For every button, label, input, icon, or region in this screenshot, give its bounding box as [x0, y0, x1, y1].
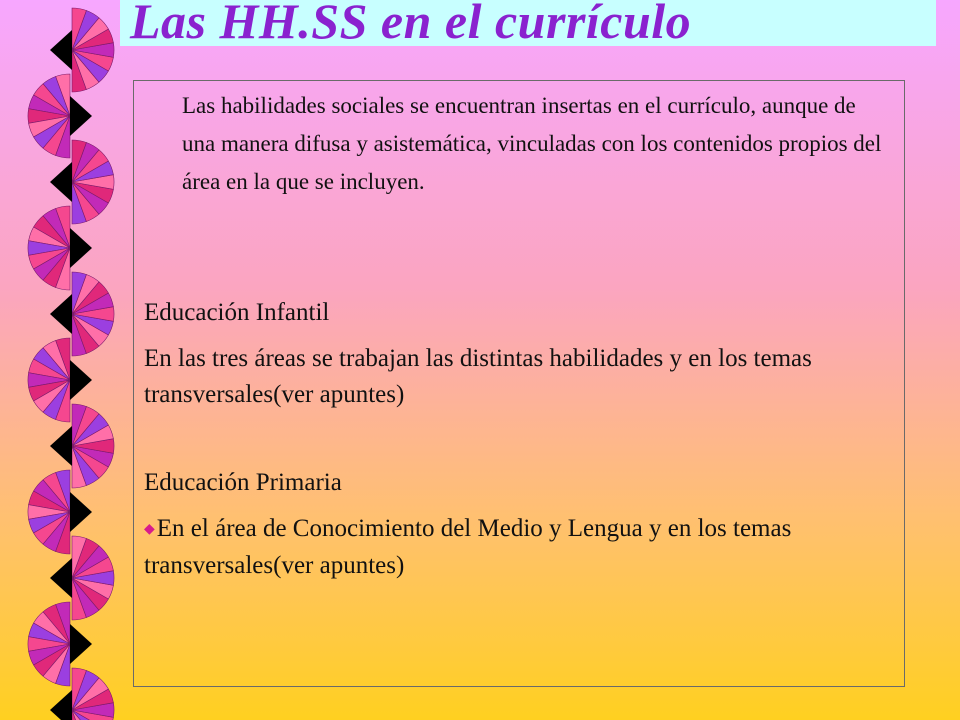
- section-text-primaria: [144, 511, 899, 584]
- section-text-infantil: En las tres áreas se trabajan las distintas habilidades y en los temas transversales(ver apuntes): [144, 345, 812, 408]
- fan-decoration-strip: [24, 0, 124, 720]
- content-box: [133, 80, 905, 687]
- section-heading-infantil: Educación Infantil: [144, 299, 330, 326]
- slide-title: Las HH.SS en el currículo: [130, 0, 692, 49]
- section-text-primaria-content: En el área de Conocimiento del Medio y Lengua y en los temas transversales(ver apuntes): [144, 515, 792, 579]
- intro-paragraph: Las habilidades sociales se encuentran insertas en el currículo, aunque de una manera difusa y asistemática, vinculadas con los contenidos propios del área en la que se incluyen.: [182, 93, 882, 194]
- diamond-bullet-icon: ◆: [144, 522, 155, 537]
- section-heading-primaria: Educación Primaria: [144, 469, 342, 496]
